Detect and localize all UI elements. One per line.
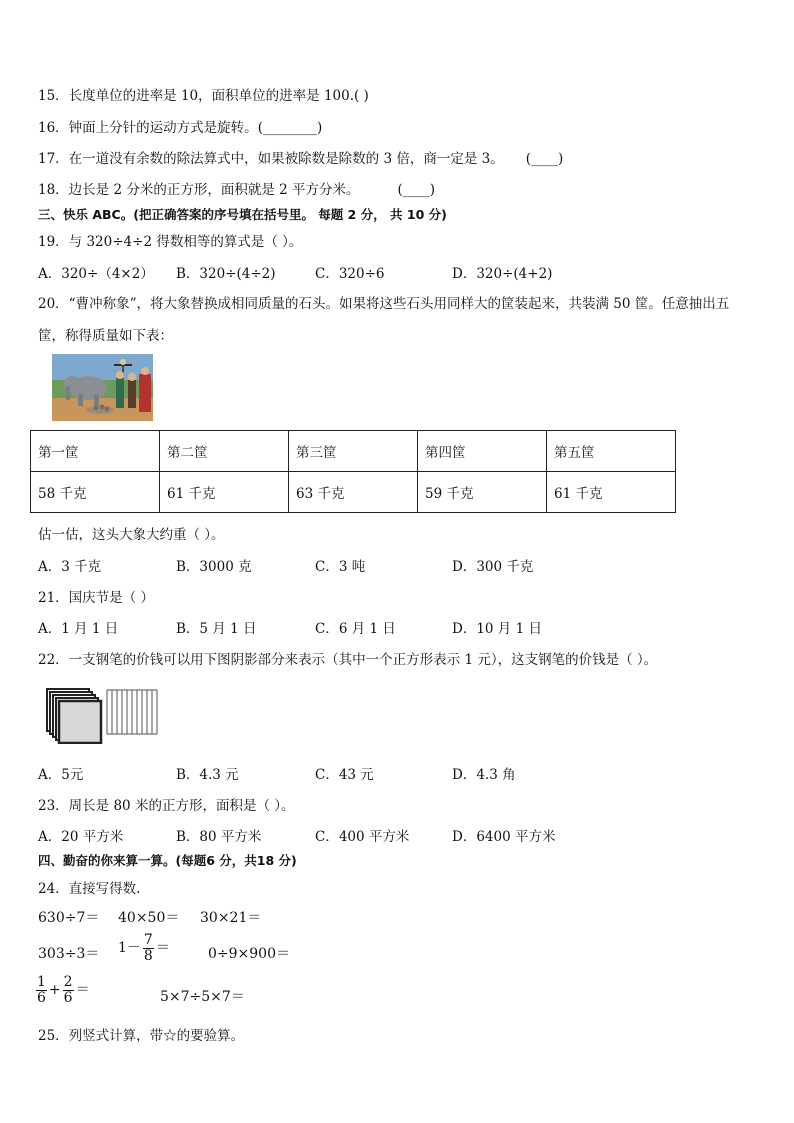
calc-item-fraction: [118, 933, 170, 963]
answer-blank[interactable]: ( ): [354, 88, 369, 104]
question-17: [38, 147, 563, 167]
table-header-row: [31, 431, 676, 472]
fraction-numerator: 2: [63, 974, 73, 990]
section-3-heading: 三、快乐 ABC。(把正确答案的序号填在括号里。 每题 2 分， 共 10 分): [38, 207, 447, 222]
answer-blank[interactable]: (____): [525, 151, 564, 167]
question-19: 19．与 320÷4÷2 得数相等的算式是（ ）。: [38, 234, 303, 250]
fraction: [143, 933, 154, 963]
calc-item-fraction-sum: [34, 975, 90, 1005]
table-header-cell: 第一筐: [31, 431, 160, 472]
table-row: [31, 472, 676, 513]
option-b[interactable]: B．3000 克: [176, 559, 252, 575]
section-4-heading: 四、勤奋的你来算一算。(每题6 分，共18 分): [38, 853, 297, 868]
table-header-cell: 第四筐: [418, 431, 547, 472]
elephant-illustration: [52, 354, 153, 421]
fraction-numerator: 7: [143, 932, 153, 948]
question-24: 24．直接写得数.: [38, 881, 141, 897]
option-d[interactable]: D．320÷(4+2): [452, 266, 553, 282]
option-b[interactable]: B．4.3 元: [176, 767, 239, 783]
calc-equals: ＝: [75, 982, 90, 999]
calc-item: 630÷7＝: [38, 910, 100, 926]
option-b[interactable]: B．320÷(4÷2): [176, 266, 276, 282]
fraction-denominator: 6: [37, 989, 46, 1006]
calc-item: 5×7÷5×7＝: [160, 989, 245, 1005]
option-a[interactable]: A．5元: [38, 767, 84, 783]
question-20-line-2: 筐，称得质量如下表：: [38, 328, 173, 344]
option-c[interactable]: C．400 平方米: [315, 829, 410, 845]
calc-item: 40×50＝: [118, 910, 180, 926]
table-cell: 63 千克: [289, 472, 418, 513]
option-c[interactable]: C．320÷6: [315, 266, 385, 282]
option-a[interactable]: A．3 千克: [38, 559, 102, 575]
option-a[interactable]: A．1 月 1 日: [38, 621, 119, 637]
fraction: [63, 975, 74, 1005]
question-20-line-1: 20．“曹冲称象”，将大象替换成相同质量的石头。如果将这些石头用同样大的筐装起来，共装满 50 筐。任意抽出五: [38, 296, 730, 312]
option-d[interactable]: D．300 千克: [452, 559, 534, 575]
fraction-numerator: 1: [37, 974, 46, 990]
question-25: 25．列竖式计算，带☆的要验算。: [38, 1028, 245, 1044]
answer-blank[interactable]: (____): [397, 182, 436, 198]
option-c[interactable]: C．6 月 1 日: [315, 621, 396, 637]
question-18: [38, 178, 435, 198]
fraction-denominator: 6: [63, 989, 73, 1006]
question-17-text: 17．在一道没有余数的除法算式中，如果被除数是除数的 3 倍，商一定是 3。: [38, 151, 504, 167]
calc-item: 30×21＝: [200, 910, 262, 926]
option-a[interactable]: A．20 平方米: [38, 829, 124, 845]
question-16: [38, 116, 322, 136]
shaded-squares-figure: [45, 688, 160, 744]
table-cell: 59 千克: [418, 472, 547, 513]
table-cell: 61 千克: [547, 472, 676, 513]
plus-sign: +: [48, 982, 61, 999]
question-21: 21．国庆节是（ ）: [38, 590, 154, 606]
basket-weights-table: [30, 430, 676, 513]
option-d[interactable]: D．10 月 1 日: [452, 621, 542, 637]
table-header-cell: 第二筐: [160, 431, 289, 472]
fraction-denominator: 8: [143, 947, 153, 964]
table-cell: 58 千克: [31, 472, 160, 513]
option-b[interactable]: B．5 月 1 日: [176, 621, 257, 637]
table-header-cell: 第五筐: [547, 431, 676, 472]
calc-item: 303÷3＝: [38, 946, 100, 962]
question-23: 23．周长是 80 米的正方形，面积是（ ）。: [38, 798, 295, 814]
option-b[interactable]: B．80 平方米: [176, 829, 262, 845]
table-cell: 61 千克: [160, 472, 289, 513]
question-16-text: 16．钟面上分针的运动方式是旋转。: [38, 120, 258, 136]
answer-blank[interactable]: (________): [257, 120, 323, 136]
option-a[interactable]: A．320÷（4×2）: [38, 266, 154, 282]
option-c[interactable]: C．3 吨: [315, 559, 366, 575]
option-d[interactable]: D．6400 平方米: [452, 829, 556, 845]
option-c[interactable]: C．43 元: [315, 767, 374, 783]
calc-prefix: 1－: [118, 940, 141, 957]
calc-equals: ＝: [155, 940, 170, 957]
question-15-text: 15．长度单位的进率是 10，面积单位的进率是 100.: [38, 88, 354, 104]
question-20-prompt: 估一估，这头大象大约重（ ）。: [38, 527, 225, 543]
question-15: [38, 84, 369, 104]
fraction: [36, 975, 47, 1005]
question-22: 22．一支钢笔的价钱可以用下图阴影部分来表示（其中一个正方形表示 1 元），这支钢笔的价钱是（ ）。: [38, 652, 658, 668]
table-header-cell: 第三筐: [289, 431, 418, 472]
question-18-text: 18．边长是 2 分米的正方形，面积就是 2 平方分米。: [38, 182, 360, 198]
calc-item: 0÷9×900＝: [208, 946, 290, 962]
option-d[interactable]: D．4.3 角: [452, 767, 516, 783]
